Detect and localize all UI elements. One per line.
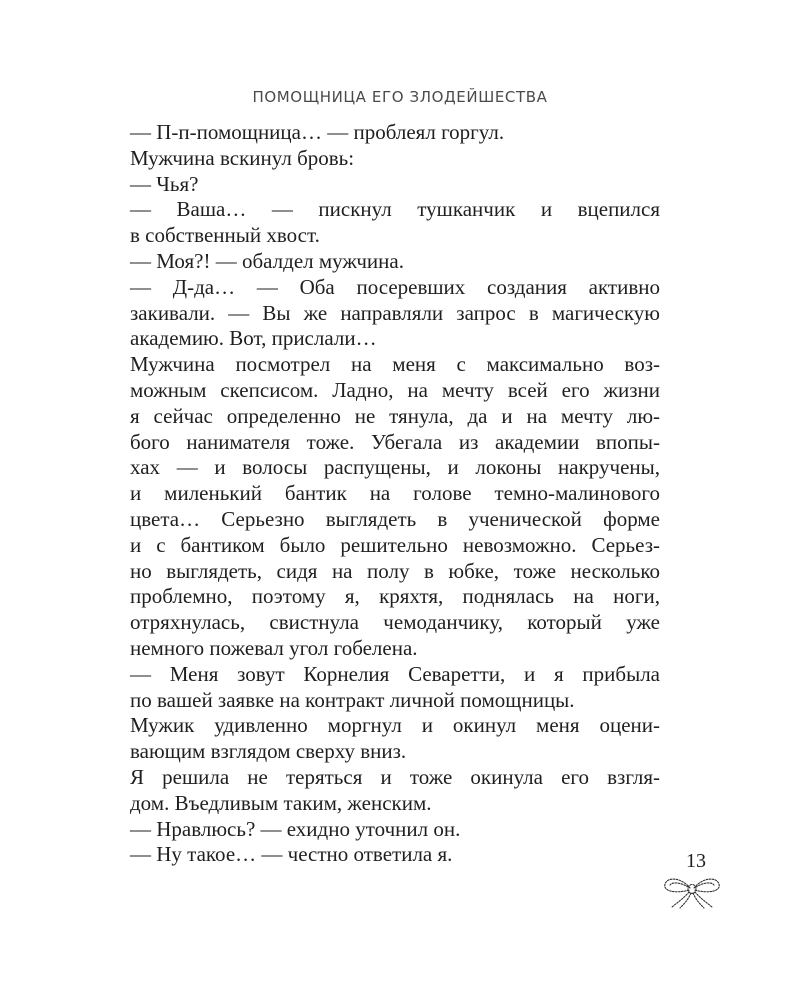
bow-ornament-icon: [660, 874, 724, 910]
text-line: — Моя?! — обалдел мужчина.: [130, 248, 404, 273]
text-line: — П-п-помощница… — проблеял горгул.: [130, 120, 505, 144]
text-line: я сейчас определенно не тянула, да и на мечту лю-: [130, 403, 660, 428]
text-line: дом. Въедливым таким, женским.: [130, 790, 432, 815]
text-line: цвета… Серьезно выглядеть в ученической форме: [130, 506, 660, 531]
running-header: ПОМОЩНИЦА ЕГО ЗЛОДЕЙШЕСТВА: [252, 88, 548, 106]
text-line: — Нравлюсь? — ехидно уточнил он.: [130, 816, 461, 841]
text-line: хах — и волосы распущены, и локоны накручены,: [130, 455, 660, 480]
text-line: можным скепсисом. Ладно, на мечту всей его жизни: [130, 377, 660, 402]
text-line: в собственный хвост.: [130, 223, 320, 248]
text-line: и миленький бантик на голове темно-малинового: [130, 481, 660, 506]
text-line: — Ваша… — пискнул тушканчик и вцепился: [130, 197, 660, 222]
text-line: но выглядеть, сидя на полу в юбке, тоже несколько: [130, 558, 660, 583]
text-line: — Чья?: [130, 171, 199, 196]
page-number: 13: [686, 850, 706, 872]
text-line: академию. Вот, прислали…: [130, 326, 377, 351]
text-line: — Ну такое… — честно ответила я.: [130, 842, 453, 867]
text-line: Мужчина вскинул бровь:: [130, 145, 355, 170]
text-line: вающим взглядом сверху вниз.: [130, 739, 407, 764]
text-line: — Д-да… — Оба посеревших создания активно: [130, 274, 660, 299]
text-line: немного пожевал угол гобелена.: [130, 635, 418, 660]
body-text: [130, 120, 660, 868]
text-line: бого нанимателя тоже. Убегала из академии впопы-: [130, 429, 660, 454]
text-line: — Меня зовут Корнелия Севаретти, и я прибыла: [130, 661, 660, 686]
text-line: по вашей заявке на контракт личной помощницы.: [130, 687, 575, 712]
text-line: отряхнулась, свистнула чемоданчику, который уже: [130, 610, 660, 635]
text-line: и с бантиком было решительно невозможно. Серьез-: [130, 532, 660, 557]
text-line: Мужик удивленно моргнул и окинул меня оцени-: [130, 713, 660, 738]
text-line: закивали. — Вы же направляли запрос в магическую: [130, 300, 660, 325]
text-line: проблемно, поэтому я, кряхтя, поднялась на ноги,: [130, 584, 660, 609]
text-line: Мужчина посмотрел на меня с максимально воз-: [130, 352, 660, 377]
text-line: Я решила не теряться и тоже окинула его взгля-: [130, 764, 660, 789]
